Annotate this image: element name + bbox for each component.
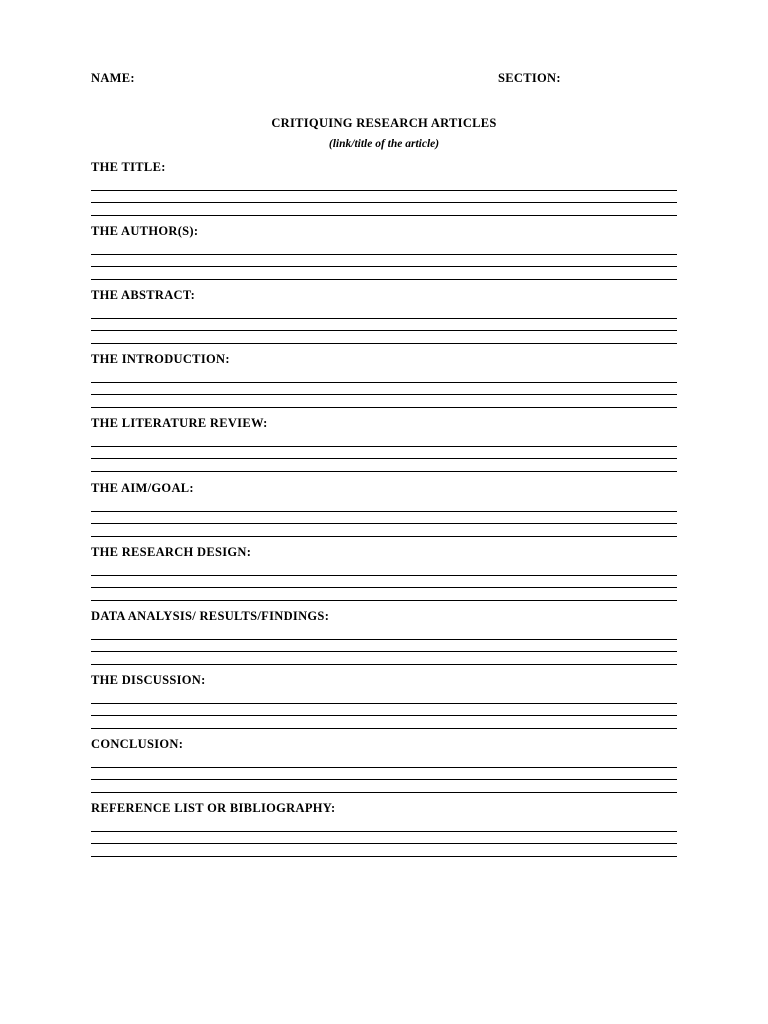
answer-line[interactable] bbox=[91, 563, 677, 576]
section-title bbox=[91, 160, 677, 216]
section-discussion bbox=[91, 673, 677, 729]
section-label-abstract: THE ABSTRACT: bbox=[91, 288, 196, 302]
answer-line[interactable] bbox=[91, 370, 677, 383]
answer-line[interactable] bbox=[91, 255, 677, 268]
answer-line[interactable] bbox=[91, 652, 677, 665]
section-label-research-design: THE RESEARCH DESIGN: bbox=[91, 545, 252, 559]
answer-line[interactable] bbox=[91, 780, 677, 793]
answer-line[interactable] bbox=[91, 242, 677, 255]
answer-line[interactable] bbox=[91, 203, 677, 216]
answer-lines bbox=[91, 434, 677, 472]
answer-lines bbox=[91, 755, 677, 793]
answer-line[interactable] bbox=[91, 832, 677, 845]
document-subtitle: (link/title of the article) bbox=[328, 138, 440, 150]
answer-line[interactable] bbox=[91, 434, 677, 447]
answer-line[interactable] bbox=[91, 447, 677, 460]
answer-line[interactable] bbox=[91, 459, 677, 472]
answer-line[interactable] bbox=[91, 704, 677, 717]
section-aim-goal bbox=[91, 481, 677, 537]
answer-line[interactable] bbox=[91, 331, 677, 344]
section-label-literature-review: THE LITERATURE REVIEW: bbox=[91, 416, 268, 430]
answer-line[interactable] bbox=[91, 819, 677, 832]
section-abstract bbox=[91, 288, 677, 344]
answer-line[interactable] bbox=[91, 768, 677, 781]
section-label-data-analysis: DATA ANALYSIS/ RESULTS/FINDINGS: bbox=[91, 609, 330, 623]
answer-line[interactable] bbox=[91, 844, 677, 857]
answer-line[interactable] bbox=[91, 178, 677, 191]
answer-line[interactable] bbox=[91, 716, 677, 729]
answer-line[interactable] bbox=[91, 627, 677, 640]
answer-lines bbox=[91, 819, 677, 857]
section-research-design bbox=[91, 545, 677, 601]
answer-line[interactable] bbox=[91, 383, 677, 396]
name-label: NAME: bbox=[91, 71, 135, 85]
section-introduction bbox=[91, 352, 677, 408]
section-label: SECTION: bbox=[498, 71, 561, 85]
section-literature-review bbox=[91, 416, 677, 472]
section-label-title: THE TITLE: bbox=[91, 160, 166, 174]
answer-line[interactable] bbox=[91, 755, 677, 768]
answer-lines bbox=[91, 306, 677, 344]
section-label-aim-goal: THE AIM/GOAL: bbox=[91, 481, 194, 495]
section-label-authors: THE AUTHOR(S): bbox=[91, 224, 199, 238]
answer-lines bbox=[91, 242, 677, 280]
section-conclusion bbox=[91, 737, 677, 793]
section-authors bbox=[91, 224, 677, 280]
answer-line[interactable] bbox=[91, 640, 677, 653]
answer-line[interactable] bbox=[91, 395, 677, 408]
answer-line[interactable] bbox=[91, 576, 677, 589]
answer-lines bbox=[91, 499, 677, 537]
answer-lines bbox=[91, 178, 677, 216]
answer-lines bbox=[91, 691, 677, 729]
section-label-introduction: THE INTRODUCTION: bbox=[91, 352, 230, 366]
document-title: CRITIQUING RESEARCH ARTICLES bbox=[271, 116, 497, 130]
answer-line[interactable] bbox=[91, 691, 677, 704]
section-label-conclusion: CONCLUSION: bbox=[91, 737, 184, 751]
section-label-reference-list: REFERENCE LIST OR BIBLIOGRAPHY: bbox=[91, 801, 336, 815]
answer-line[interactable] bbox=[91, 191, 677, 204]
answer-line[interactable] bbox=[91, 524, 677, 537]
answer-lines bbox=[91, 627, 677, 665]
answer-line[interactable] bbox=[91, 512, 677, 525]
section-data-analysis bbox=[91, 609, 677, 665]
section-reference-list bbox=[91, 801, 677, 857]
answer-line[interactable] bbox=[91, 319, 677, 332]
answer-line[interactable] bbox=[91, 306, 677, 319]
answer-lines bbox=[91, 563, 677, 601]
answer-lines bbox=[91, 370, 677, 408]
answer-line[interactable] bbox=[91, 588, 677, 601]
section-label-discussion: THE DISCUSSION: bbox=[91, 673, 206, 687]
answer-line[interactable] bbox=[91, 267, 677, 280]
answer-line[interactable] bbox=[91, 499, 677, 512]
